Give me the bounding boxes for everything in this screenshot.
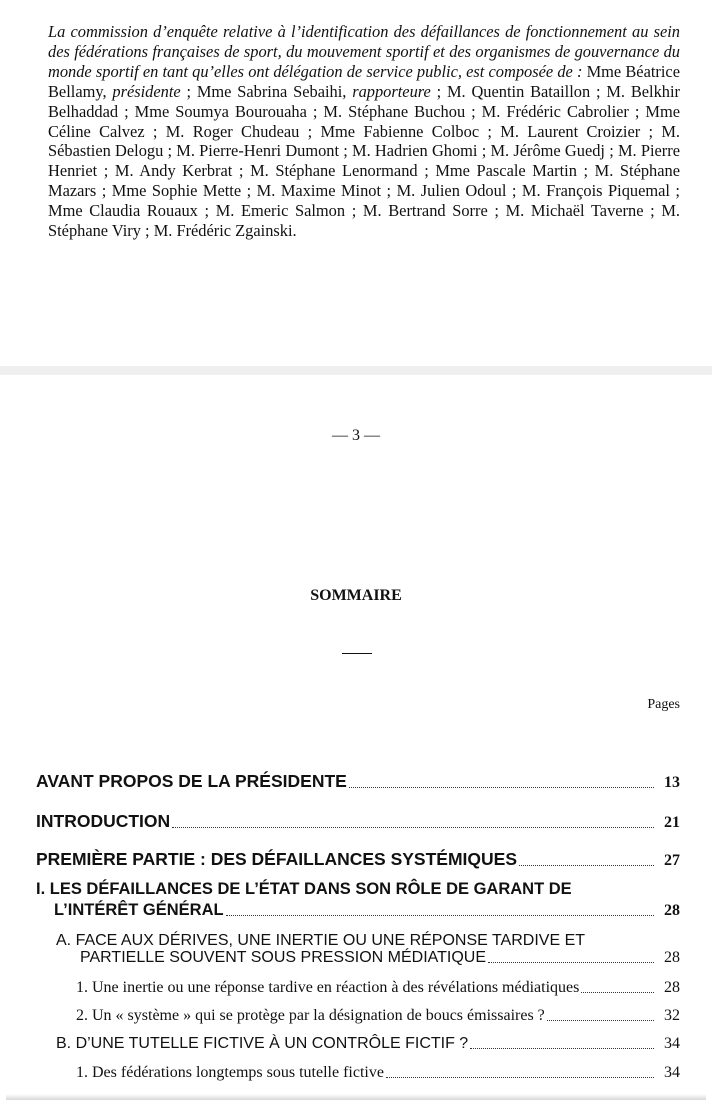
- dot-leader: [226, 915, 654, 916]
- dot-leader: [386, 1077, 654, 1078]
- toc-entry-section-a[interactable]: [80, 949, 680, 967]
- toc-entry-label: PARTIELLE SOUVENT SOUS PRESSION MÉDIATIQUE: [80, 949, 487, 966]
- dot-leader: [581, 992, 654, 993]
- commission-composition: La commission d’enquête relative à l’identification des défaillances de fonctionnement au sein des fédérations françaises de sport, du mouvement sportif et des organismes de gouvernance du monde sportif en tant qu’elles ont délégation de service public, est composée de : Mme Béatrice Bellamy, présidente ; Mme Sabrina Sebaihi, rapporteure ; M. Quentin Bataillon ; M. Belkhir Belhaddad ; Mme Soumya Bourouaha ; M. Stéphane Buchou ; M. Frédéric Cabrolier ; Mme Céline Calvez ; M. Roger Chudeau ; Mme Fabienne Colboc ; M. Laurent Croizier ; M. Sébastien Delogu ; M. Pierre-Henri Dumont ; M. Hadrien Ghomi ; M. Jérôme Guedj ; M. Pierre Henriet ; M. Andy Kerbrat ; M. Stéphane Lenormand ; Mme Pascale Martin ; M. Stéphane Mazars ; Mme Sophie Mette ; M. Maxime Minot ; M. Julien Odoul ; M. François Piquemal ; Mme Claudia Rouaux ; M. Emeric Salmon ; M. Bertrand Sorre ; M. Michaël Taverne ; M. Stéphane Viry ; M. Frédéric Zgainski.: [48, 22, 680, 241]
- toc-entry-page: 21: [664, 814, 680, 831]
- toc-entry-item-1[interactable]: [76, 979, 680, 997]
- page-number: — 3 —: [332, 427, 380, 444]
- dot-leader: [519, 865, 654, 866]
- page-bottom-edge: [6, 1094, 706, 1100]
- toc-entry-label: 1. Une inertie ou une réponse tardive en réaction à des révélations médiatiques: [76, 979, 580, 996]
- toc-entry-label: INTRODUCTION: [36, 811, 171, 831]
- toc-entry-item-2[interactable]: [76, 1007, 680, 1025]
- page-separator: [0, 366, 712, 375]
- toc-entry-item-b1[interactable]: [76, 1064, 680, 1082]
- dot-leader: [547, 1020, 654, 1021]
- toc-entry-label: 1. Des fédérations longtemps sous tutelle fictive: [76, 1064, 384, 1081]
- dot-leader: [172, 827, 654, 828]
- previous-page: [0, 0, 712, 366]
- composition-intro: La commission d’enquête relative à l’identification des défaillances de fonctionnement au sein des fédérations françaises de sport, du mouvement sportif et des organismes de gouvernance du monde sportif en tant qu’elles ont délégation de service public, est composée de :: [48, 22, 680, 81]
- toc-entry-avant-propos[interactable]: [36, 771, 680, 792]
- toc-entry-page: 28: [664, 949, 680, 966]
- toc-entry-page: 13: [664, 774, 680, 791]
- toc-entry-label: L’INTÉRÊT GÉNÉRAL: [54, 901, 224, 919]
- rapporteur-name: Mme Sabrina Sebaihi,: [196, 81, 347, 101]
- toc-entry-page: 34: [664, 1035, 680, 1052]
- toc-entry-introduction[interactable]: [36, 811, 680, 832]
- toc-entry-section-i[interactable]: [54, 901, 680, 920]
- dot-leader: [349, 787, 654, 788]
- toc-entry-page: 27: [664, 852, 680, 869]
- toc-entry-label: 2. Un « système » qui se protège par la désignation de boucs émissaires ?: [76, 1007, 545, 1024]
- toc-entry-premiere-partie[interactable]: [36, 849, 680, 870]
- toc-entry-page: 28: [664, 902, 680, 919]
- toc-entry-page: 28: [664, 979, 680, 996]
- toc-entry-page: 34: [664, 1064, 680, 1081]
- toc-entry-section-b[interactable]: [56, 1035, 680, 1053]
- toc-entry-label: B. D’UNE TUTELLE FICTIVE À UN CONTRÔLE FICTIF ?: [56, 1035, 469, 1052]
- members-list: M. Quentin Bataillon ; M. Belkhir Belhaddad ; Mme Soumya Bourouaha ; M. Stéphane Buchou ; M. Frédéric Cabrolier ; Mme Céline Calvez ; M. Roger Chudeau ; Mme Fabienne Colboc ; M. Laurent Croizier ; M. Sébastien Delogu ; M. Pierre-Henri Dumont ; M. Hadrien Ghomi ; M. Jérôme Guedj ; M. Pierre Henriet ; M. Andy Kerbrat ; M. Stéphane Lenormand ; Mme Pascale Martin ; M. Stéphane Mazars ; Mme Sophie Mette ; M. Maxime Minot ; M. Julien Odoul ; M. François Piquemal ; Mme Claudia Rouaux ; M. Emeric Salmon ; M. Bertrand Sorre ; M. Michaël Taverne ; M. Stéphane Viry ; M. Frédéric Zgainski.: [48, 81, 680, 241]
- dot-leader: [470, 1048, 654, 1049]
- page-title: SOMMAIRE: [310, 587, 402, 604]
- current-page: [0, 375, 712, 1100]
- toc-entry-label: PREMIÈRE PARTIE : DES DÉFAILLANCES SYSTÉMIQUES: [36, 849, 517, 869]
- toc-entry-page: 32: [664, 1007, 680, 1024]
- dot-leader: [488, 962, 654, 963]
- toc-entry-section-a-line1[interactable]: A. FACE AUX DÉRIVES, UNE INERTIE OU UNE RÉPONSE TARDIVE ET: [56, 932, 586, 949]
- toc-entry-section-i-line1[interactable]: I. LES DÉFAILLANCES DE L’ÉTAT DANS SON RÔLE DE GARANT DE: [36, 880, 572, 898]
- rapporteur-role: rapporteure: [352, 81, 431, 101]
- title-rule: [342, 653, 372, 654]
- president-role: présidente: [112, 81, 181, 101]
- president-name: Mme Béatrice Bellamy,: [48, 61, 680, 101]
- pages-column-label: Pages: [647, 697, 680, 712]
- toc-entry-label: AVANT PROPOS DE LA PRÉSIDENTE: [36, 771, 347, 791]
